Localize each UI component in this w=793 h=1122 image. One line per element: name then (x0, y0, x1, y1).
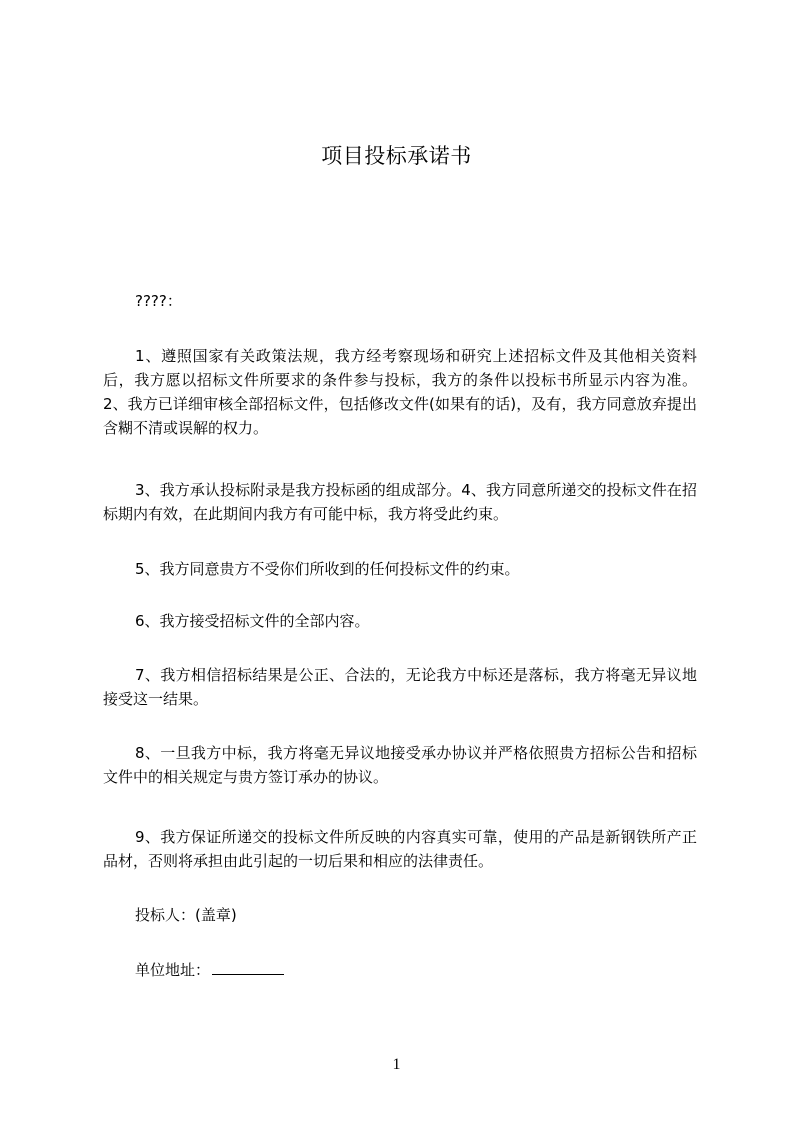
paragraph-7: 7、我方相信招标结果是公正、合法的，无论我方中标还是落标，我方将毫无异议地接受这一结果。 (103, 666, 697, 708)
salutation: ????： (135, 292, 182, 310)
bidder-signature-line: 投标人：(盖章) (135, 906, 237, 924)
paragraph-8: 8、一旦我方中标，我方将毫无异议地接受承办协议并严格依照贵方招标公告和招标文件中的相关规定与贵方签订承办的协议。 (103, 744, 697, 786)
page-number: 1 (392, 1056, 401, 1073)
address-blank (212, 960, 284, 975)
paragraph-1-2: 1、遵照国家有关政策法规，我方经考察现场和研究上述招标文件及其他相关资料后，我方愿以招标文件所要求的条件参与投标，我方的条件以投标书所显示内容为准。2、我方已详细审核全部招标文件，包括修改文件(如果有的话)，及有，我方同意放弃提出含糊不清或误解的权力。 (103, 347, 697, 437)
document-title: 项目投标承诺书 (321, 144, 472, 168)
paragraph-9: 9、我方保证所递交的投标文件所反映的内容真实可靠，使用的产品是新钢铁所产正品材，否则将承担由此引起的一切后果和相应的法律责任。 (103, 828, 697, 870)
address-line (103, 958, 697, 982)
paragraph-6: 6、我方接受招标文件的全部内容。 (135, 612, 370, 630)
address-label: 单位地址： (135, 961, 211, 979)
paragraph-5: 5、我方同意贵方不受你们所收到的任何投标文件的约束。 (135, 560, 520, 578)
paragraph-3-4: 3、我方承认投标附录是我方投标函的组成部分。4、我方同意所递交的投标文件在招标期内有效，在此期间内我方有可能中标，我方将受此约束。 (103, 481, 697, 523)
